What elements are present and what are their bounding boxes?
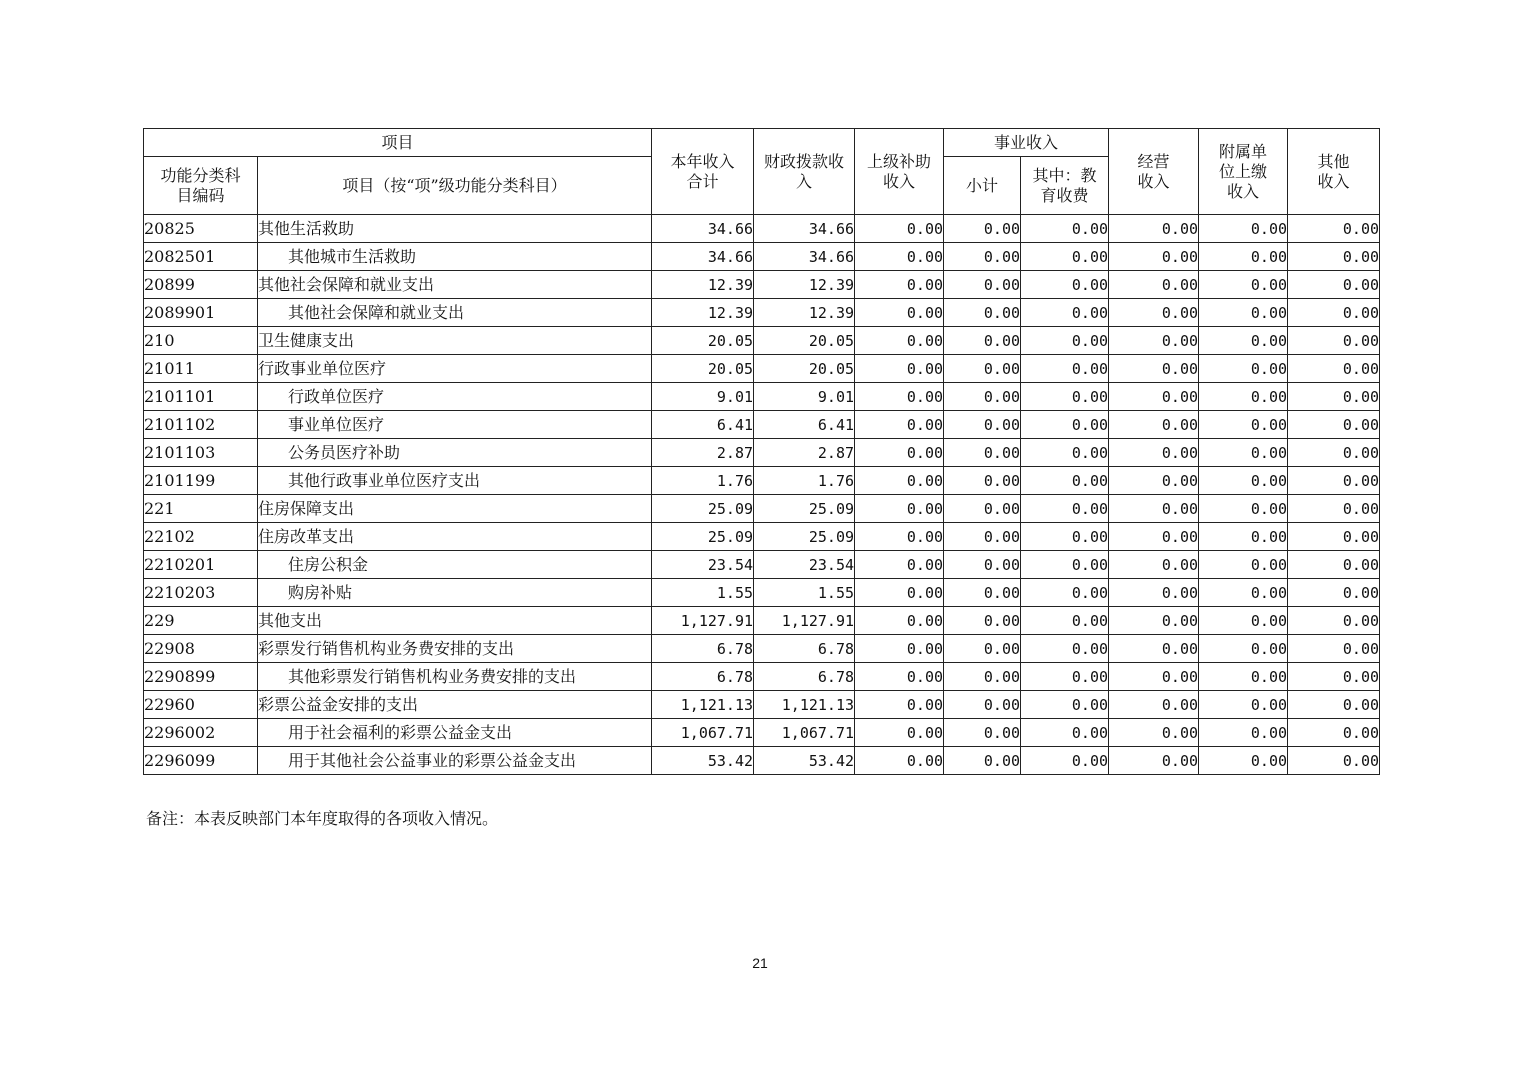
table-row	[144, 663, 1380, 691]
row-affiliated: 0.00	[1199, 747, 1288, 775]
row-subtotal: 0.00	[944, 719, 1021, 747]
row-subtotal: 0.00	[944, 327, 1021, 355]
row-name: 其他行政事业单位医疗支出	[258, 467, 652, 495]
row-other: 0.00	[1288, 663, 1380, 691]
row-business: 0.00	[1109, 327, 1199, 355]
row-superior: 0.00	[855, 607, 944, 635]
row-fiscal: 1,127.91	[754, 607, 855, 635]
row-total: 1,121.13	[652, 691, 754, 719]
row-affiliated: 0.00	[1199, 635, 1288, 663]
row-fiscal: 34.66	[754, 215, 855, 243]
row-code: 20825	[144, 215, 258, 243]
row-affiliated: 0.00	[1199, 523, 1288, 551]
row-edu-fee: 0.00	[1021, 607, 1109, 635]
table-row	[144, 383, 1380, 411]
table-row	[144, 635, 1380, 663]
row-edu-fee: 0.00	[1021, 215, 1109, 243]
row-name: 事业单位医疗	[258, 411, 652, 439]
row-subtotal: 0.00	[944, 439, 1021, 467]
row-total: 12.39	[652, 271, 754, 299]
row-superior: 0.00	[855, 691, 944, 719]
table-row	[144, 439, 1380, 467]
row-subtotal: 0.00	[944, 691, 1021, 719]
row-affiliated: 0.00	[1199, 607, 1288, 635]
row-other: 0.00	[1288, 635, 1380, 663]
row-edu-fee: 0.00	[1021, 579, 1109, 607]
row-superior: 0.00	[855, 271, 944, 299]
row-fiscal: 23.54	[754, 551, 855, 579]
row-other: 0.00	[1288, 383, 1380, 411]
row-affiliated: 0.00	[1199, 299, 1288, 327]
row-business: 0.00	[1109, 271, 1199, 299]
row-other: 0.00	[1288, 299, 1380, 327]
row-business: 0.00	[1109, 635, 1199, 663]
row-affiliated: 0.00	[1199, 383, 1288, 411]
row-code: 21011	[144, 355, 258, 383]
row-subtotal: 0.00	[944, 663, 1021, 691]
row-business: 0.00	[1109, 439, 1199, 467]
row-name: 其他生活救助	[258, 215, 652, 243]
row-code: 22908	[144, 635, 258, 663]
row-subtotal: 0.00	[944, 495, 1021, 523]
row-superior: 0.00	[855, 495, 944, 523]
row-superior: 0.00	[855, 243, 944, 271]
row-fiscal: 1.76	[754, 467, 855, 495]
row-affiliated: 0.00	[1199, 215, 1288, 243]
income-table-body	[144, 215, 1380, 775]
row-fiscal: 53.42	[754, 747, 855, 775]
row-code: 2089901	[144, 299, 258, 327]
row-total: 1.55	[652, 579, 754, 607]
header-affiliated: 附属单位上缴收入	[1199, 129, 1288, 215]
row-code: 2101103	[144, 439, 258, 467]
row-affiliated: 0.00	[1199, 719, 1288, 747]
row-other: 0.00	[1288, 411, 1380, 439]
row-code: 2101199	[144, 467, 258, 495]
row-total: 12.39	[652, 299, 754, 327]
table-row	[144, 355, 1380, 383]
row-fiscal: 20.05	[754, 327, 855, 355]
row-subtotal: 0.00	[944, 607, 1021, 635]
row-fiscal: 25.09	[754, 523, 855, 551]
row-name: 彩票发行销售机构业务费安排的支出	[258, 635, 652, 663]
table-row	[144, 299, 1380, 327]
row-other: 0.00	[1288, 439, 1380, 467]
table-row	[144, 551, 1380, 579]
row-subtotal: 0.00	[944, 551, 1021, 579]
header-edu-fee: 其中：教育收费	[1021, 157, 1109, 215]
table-row	[144, 327, 1380, 355]
header-total: 本年收入合计	[652, 129, 754, 215]
header-other: 其他收入	[1288, 129, 1380, 215]
row-business: 0.00	[1109, 355, 1199, 383]
row-name: 用于社会福利的彩票公益金支出	[258, 719, 652, 747]
row-affiliated: 0.00	[1199, 243, 1288, 271]
row-subtotal: 0.00	[944, 383, 1021, 411]
row-code: 2210201	[144, 551, 258, 579]
row-fiscal: 34.66	[754, 243, 855, 271]
row-total: 1,067.71	[652, 719, 754, 747]
row-code: 20899	[144, 271, 258, 299]
row-name: 其他社会保障和就业支出	[258, 271, 652, 299]
row-name: 住房改革支出	[258, 523, 652, 551]
row-business: 0.00	[1109, 523, 1199, 551]
row-subtotal: 0.00	[944, 467, 1021, 495]
row-other: 0.00	[1288, 551, 1380, 579]
row-total: 6.78	[652, 635, 754, 663]
row-fiscal: 6.78	[754, 635, 855, 663]
table-row	[144, 607, 1380, 635]
row-edu-fee: 0.00	[1021, 299, 1109, 327]
row-name: 其他社会保障和就业支出	[258, 299, 652, 327]
row-subtotal: 0.00	[944, 243, 1021, 271]
table-row	[144, 271, 1380, 299]
header-item-name: 项目（按“项”级功能分类科目）	[258, 157, 652, 215]
row-fiscal: 1.55	[754, 579, 855, 607]
row-edu-fee: 0.00	[1021, 383, 1109, 411]
row-other: 0.00	[1288, 355, 1380, 383]
row-name: 行政事业单位医疗	[258, 355, 652, 383]
row-affiliated: 0.00	[1199, 355, 1288, 383]
row-affiliated: 0.00	[1199, 691, 1288, 719]
row-affiliated: 0.00	[1199, 495, 1288, 523]
row-total: 53.42	[652, 747, 754, 775]
header-career: 事业收入	[944, 129, 1109, 157]
table-row	[144, 691, 1380, 719]
row-other: 0.00	[1288, 495, 1380, 523]
row-edu-fee: 0.00	[1021, 271, 1109, 299]
row-total: 9.01	[652, 383, 754, 411]
row-code: 210	[144, 327, 258, 355]
row-business: 0.00	[1109, 215, 1199, 243]
row-edu-fee: 0.00	[1021, 439, 1109, 467]
header-business: 经营收入	[1109, 129, 1199, 215]
row-business: 0.00	[1109, 411, 1199, 439]
row-code: 2082501	[144, 243, 258, 271]
row-affiliated: 0.00	[1199, 411, 1288, 439]
row-name: 其他支出	[258, 607, 652, 635]
row-code: 22960	[144, 691, 258, 719]
row-business: 0.00	[1109, 719, 1199, 747]
row-total: 34.66	[652, 243, 754, 271]
row-superior: 0.00	[855, 663, 944, 691]
row-name: 用于其他社会公益事业的彩票公益金支出	[258, 747, 652, 775]
row-edu-fee: 0.00	[1021, 663, 1109, 691]
row-other: 0.00	[1288, 719, 1380, 747]
row-other: 0.00	[1288, 215, 1380, 243]
row-superior: 0.00	[855, 635, 944, 663]
row-subtotal: 0.00	[944, 635, 1021, 663]
row-fiscal: 2.87	[754, 439, 855, 467]
row-total: 25.09	[652, 523, 754, 551]
row-edu-fee: 0.00	[1021, 551, 1109, 579]
row-edu-fee: 0.00	[1021, 747, 1109, 775]
row-fiscal: 12.39	[754, 271, 855, 299]
row-edu-fee: 0.00	[1021, 691, 1109, 719]
table-row	[144, 523, 1380, 551]
header-subtotal: 小计	[944, 157, 1021, 215]
row-business: 0.00	[1109, 467, 1199, 495]
row-code: 2101101	[144, 383, 258, 411]
row-superior: 0.00	[855, 327, 944, 355]
header-func-code: 功能分类科目编码	[144, 157, 258, 215]
row-superior: 0.00	[855, 747, 944, 775]
row-superior: 0.00	[855, 215, 944, 243]
row-total: 23.54	[652, 551, 754, 579]
row-total: 34.66	[652, 215, 754, 243]
header-project: 项目	[144, 129, 652, 157]
row-name: 其他城市生活救助	[258, 243, 652, 271]
row-fiscal: 6.41	[754, 411, 855, 439]
row-name: 彩票公益金安排的支出	[258, 691, 652, 719]
header-fiscal: 财政拨款收入	[754, 129, 855, 215]
table-row	[144, 411, 1380, 439]
row-fiscal: 1,067.71	[754, 719, 855, 747]
row-edu-fee: 0.00	[1021, 327, 1109, 355]
row-subtotal: 0.00	[944, 355, 1021, 383]
row-edu-fee: 0.00	[1021, 719, 1109, 747]
row-superior: 0.00	[855, 299, 944, 327]
row-affiliated: 0.00	[1199, 327, 1288, 355]
row-edu-fee: 0.00	[1021, 467, 1109, 495]
row-edu-fee: 0.00	[1021, 243, 1109, 271]
row-total: 6.41	[652, 411, 754, 439]
row-code: 2296002	[144, 719, 258, 747]
row-other: 0.00	[1288, 691, 1380, 719]
table-row	[144, 579, 1380, 607]
row-total: 1,127.91	[652, 607, 754, 635]
row-code: 22102	[144, 523, 258, 551]
row-total: 25.09	[652, 495, 754, 523]
row-name: 行政单位医疗	[258, 383, 652, 411]
row-name: 其他彩票发行销售机构业务费安排的支出	[258, 663, 652, 691]
row-total: 20.05	[652, 355, 754, 383]
row-code: 221	[144, 495, 258, 523]
row-superior: 0.00	[855, 551, 944, 579]
table-row	[144, 719, 1380, 747]
row-name: 卫生健康支出	[258, 327, 652, 355]
table-row	[144, 467, 1380, 495]
row-business: 0.00	[1109, 383, 1199, 411]
income-table-container	[143, 128, 1380, 775]
row-total: 2.87	[652, 439, 754, 467]
row-edu-fee: 0.00	[1021, 355, 1109, 383]
row-superior: 0.00	[855, 383, 944, 411]
row-superior: 0.00	[855, 355, 944, 383]
row-superior: 0.00	[855, 719, 944, 747]
row-affiliated: 0.00	[1199, 579, 1288, 607]
row-other: 0.00	[1288, 327, 1380, 355]
row-business: 0.00	[1109, 691, 1199, 719]
row-total: 1.76	[652, 467, 754, 495]
row-code: 229	[144, 607, 258, 635]
row-superior: 0.00	[855, 523, 944, 551]
row-business: 0.00	[1109, 579, 1199, 607]
row-business: 0.00	[1109, 299, 1199, 327]
row-name: 住房保障支出	[258, 495, 652, 523]
table-row	[144, 243, 1380, 271]
row-subtotal: 0.00	[944, 579, 1021, 607]
row-business: 0.00	[1109, 747, 1199, 775]
row-affiliated: 0.00	[1199, 663, 1288, 691]
row-other: 0.00	[1288, 607, 1380, 635]
row-name: 购房补贴	[258, 579, 652, 607]
row-affiliated: 0.00	[1199, 467, 1288, 495]
row-fiscal: 25.09	[754, 495, 855, 523]
row-edu-fee: 0.00	[1021, 523, 1109, 551]
row-code: 2290899	[144, 663, 258, 691]
row-other: 0.00	[1288, 747, 1380, 775]
row-other: 0.00	[1288, 579, 1380, 607]
row-other: 0.00	[1288, 271, 1380, 299]
row-name: 住房公积金	[258, 551, 652, 579]
row-other: 0.00	[1288, 523, 1380, 551]
row-name: 公务员医疗补助	[258, 439, 652, 467]
income-table	[143, 128, 1380, 775]
table-row	[144, 495, 1380, 523]
row-subtotal: 0.00	[944, 523, 1021, 551]
row-other: 0.00	[1288, 243, 1380, 271]
row-subtotal: 0.00	[944, 271, 1021, 299]
row-subtotal: 0.00	[944, 299, 1021, 327]
row-business: 0.00	[1109, 495, 1199, 523]
row-subtotal: 0.00	[944, 747, 1021, 775]
page-number: 21	[752, 955, 768, 971]
row-business: 0.00	[1109, 243, 1199, 271]
row-superior: 0.00	[855, 467, 944, 495]
table-row	[144, 747, 1380, 775]
row-edu-fee: 0.00	[1021, 635, 1109, 663]
row-total: 6.78	[652, 663, 754, 691]
table-row	[144, 215, 1380, 243]
row-superior: 0.00	[855, 411, 944, 439]
row-subtotal: 0.00	[944, 215, 1021, 243]
row-edu-fee: 0.00	[1021, 411, 1109, 439]
row-code: 2210203	[144, 579, 258, 607]
row-fiscal: 20.05	[754, 355, 855, 383]
row-superior: 0.00	[855, 579, 944, 607]
row-fiscal: 6.78	[754, 663, 855, 691]
row-edu-fee: 0.00	[1021, 495, 1109, 523]
row-fiscal: 9.01	[754, 383, 855, 411]
row-business: 0.00	[1109, 551, 1199, 579]
row-business: 0.00	[1109, 663, 1199, 691]
header-superior: 上级补助收入	[855, 129, 944, 215]
row-other: 0.00	[1288, 467, 1380, 495]
table-note: 备注：本表反映部门本年度取得的各项收入情况。	[146, 809, 499, 828]
row-affiliated: 0.00	[1199, 271, 1288, 299]
row-affiliated: 0.00	[1199, 551, 1288, 579]
row-fiscal: 1,121.13	[754, 691, 855, 719]
row-business: 0.00	[1109, 607, 1199, 635]
row-fiscal: 12.39	[754, 299, 855, 327]
row-total: 20.05	[652, 327, 754, 355]
row-affiliated: 0.00	[1199, 439, 1288, 467]
row-code: 2296099	[144, 747, 258, 775]
row-code: 2101102	[144, 411, 258, 439]
row-superior: 0.00	[855, 439, 944, 467]
row-subtotal: 0.00	[944, 411, 1021, 439]
